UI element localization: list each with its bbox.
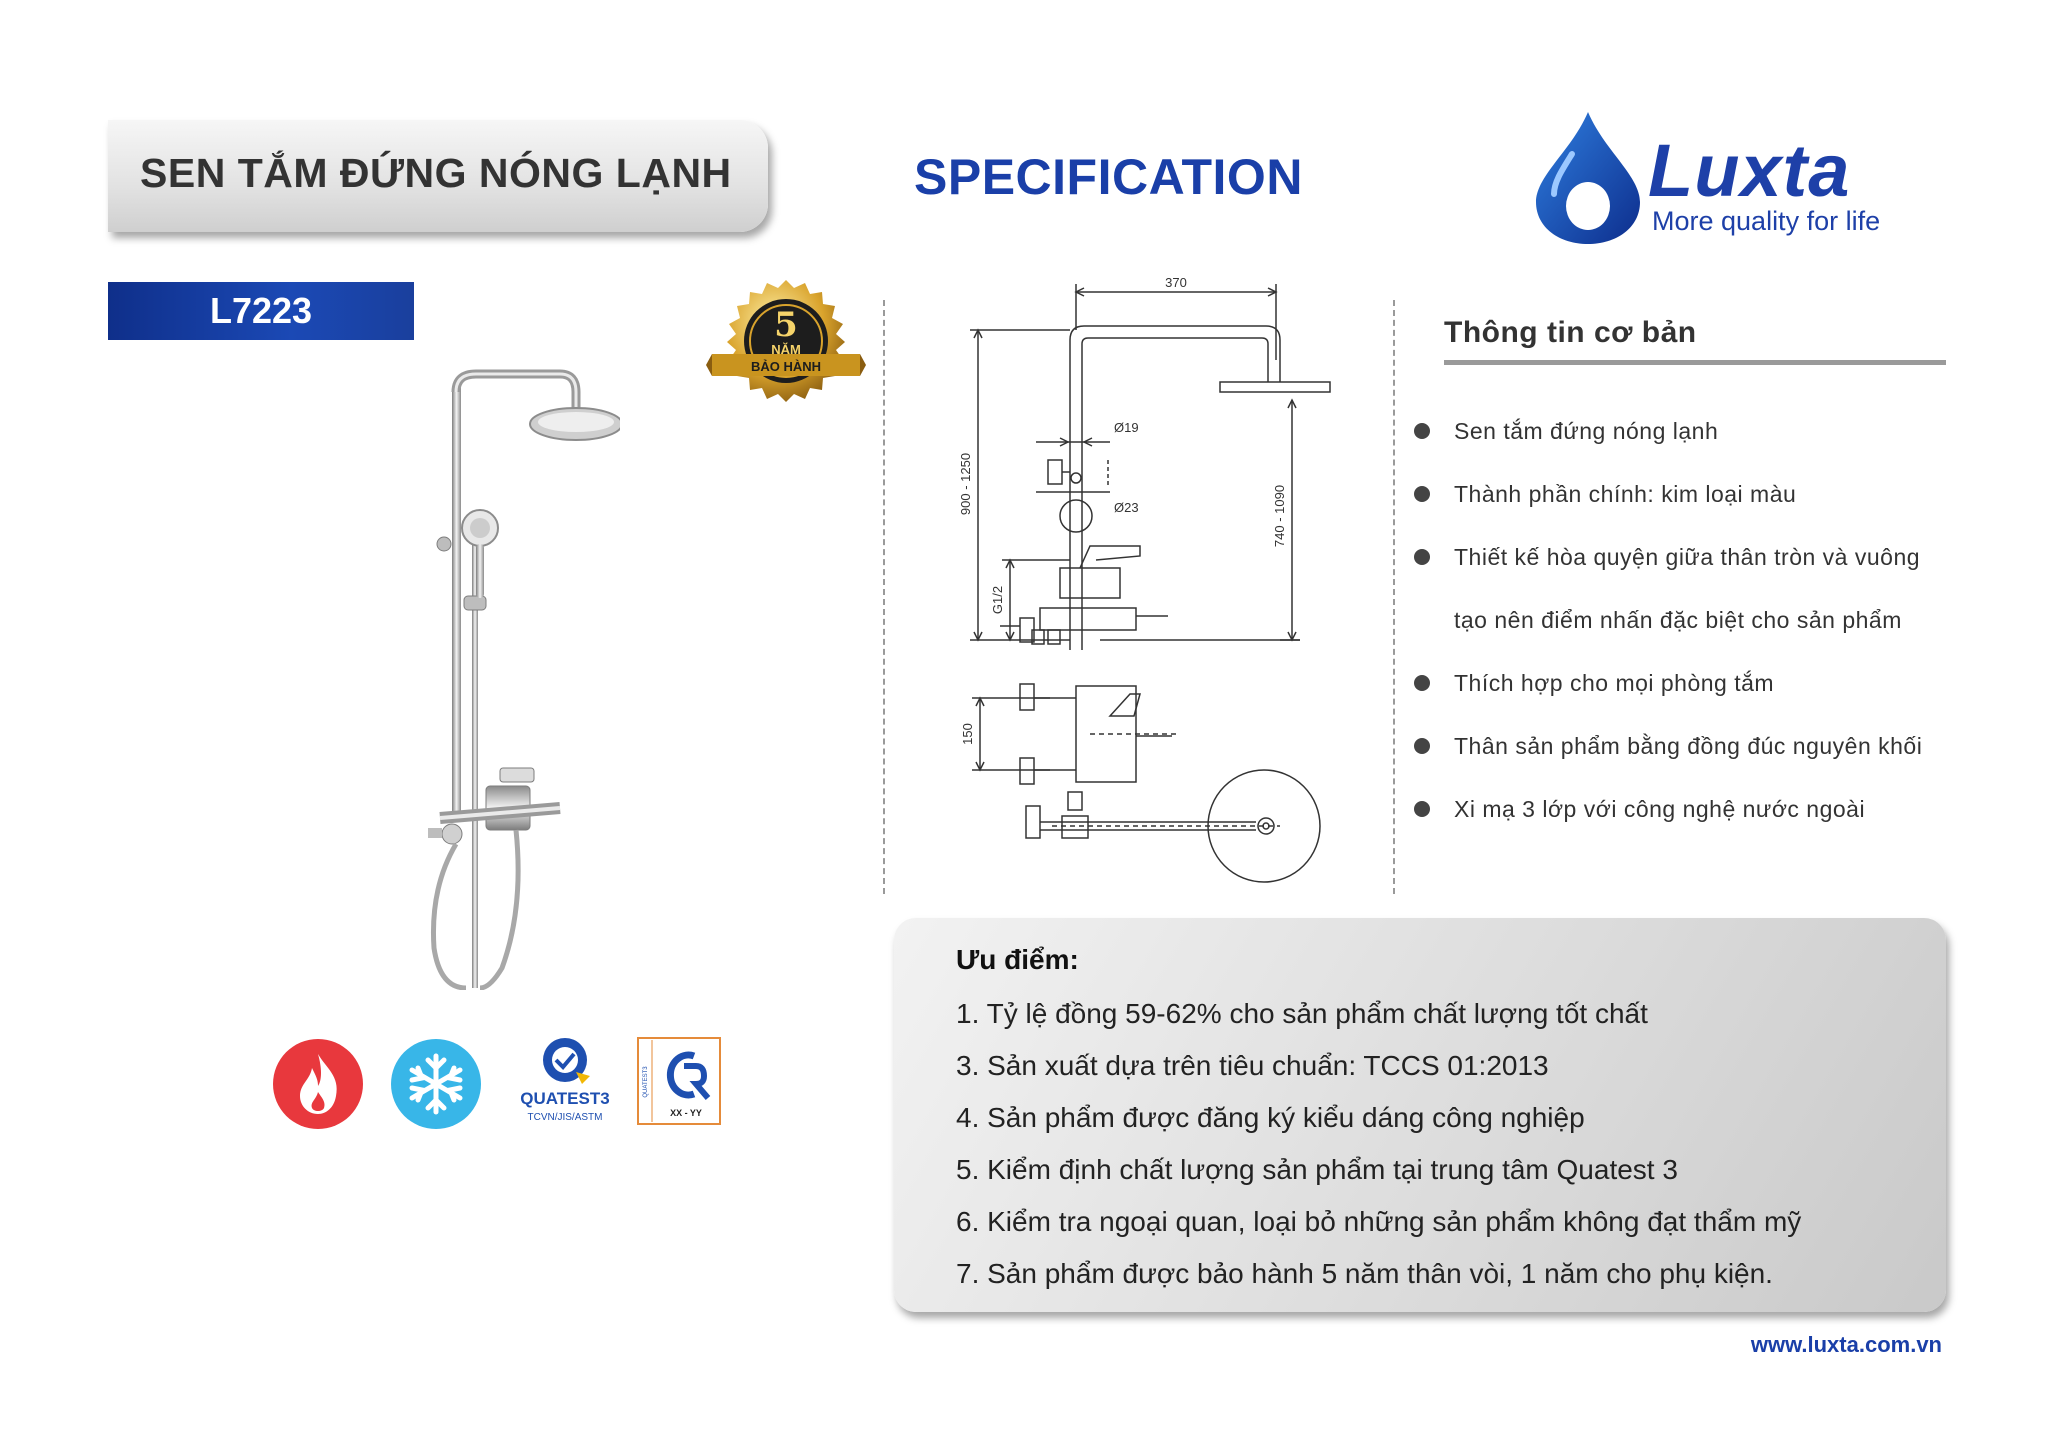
info-heading: Thông tin cơ bản bbox=[1444, 316, 1697, 349]
brand-name: Luxta bbox=[1648, 129, 1851, 212]
separator-right bbox=[1393, 300, 1395, 894]
shower-product-image bbox=[420, 368, 620, 990]
info-item: Xi mạ 3 lớp với công nghệ nước ngoài bbox=[1410, 786, 1950, 849]
brand-tagline: More quality for life bbox=[1652, 206, 1881, 236]
dim-pipe-lower: Ø23 bbox=[1114, 500, 1139, 515]
advantages-heading: Ưu điểm: bbox=[956, 944, 1079, 975]
flame-icon bbox=[272, 1038, 364, 1130]
info-item: Thích hợp cho mọi phòng tắm bbox=[1410, 660, 1950, 723]
technical-drawing bbox=[940, 270, 1340, 900]
dim-pipe-upper: Ø19 bbox=[1114, 420, 1139, 435]
info-item-continuation: tạo nên điểm nhấn đặc biệt cho sản phẩm bbox=[1454, 607, 1902, 633]
advantage-item: 1. Tỷ lệ đồng 59-62% cho sản phẩm chất lượng tốt chất bbox=[956, 998, 1648, 1029]
warranty-unit: NĂM bbox=[771, 342, 801, 357]
water-drop-logo-icon bbox=[1532, 110, 1644, 246]
info-item: Thiết kế hòa quyện giữa thân tròn và vuông bbox=[1410, 534, 1950, 597]
cr-mark-code: XX - YY bbox=[670, 1108, 702, 1118]
info-item: Thành phần chính: kim loại màu bbox=[1410, 471, 1950, 534]
warranty-badge bbox=[706, 278, 866, 404]
advantage-item: 5. Kiểm định chất lượng sản phẩm tại trung tâm Quatest 3 bbox=[956, 1154, 1678, 1185]
cr-mark-logo bbox=[636, 1036, 722, 1126]
warranty-label: BẢO HÀNH bbox=[750, 359, 822, 374]
info-item: Sen tắm đứng nóng lạnh bbox=[1410, 408, 1950, 471]
dim-thread: G1/2 bbox=[990, 585, 1005, 615]
quatest3-logo bbox=[512, 1034, 618, 1134]
website-link[interactable]: www.luxta.com.vn bbox=[1750, 1332, 1942, 1357]
separator-left bbox=[883, 300, 885, 894]
advantage-item: 7. Sản phẩm được bảo hành 5 năm thân vòi, 1 năm cho phụ kiện. bbox=[956, 1258, 1773, 1289]
model-number: L7223 bbox=[209, 290, 313, 331]
advantage-item: 4. Sản phẩm được đăng ký kiểu dáng công nghiệp bbox=[956, 1102, 1585, 1133]
dim-width: 370 bbox=[1165, 275, 1187, 290]
snowflake-icon bbox=[390, 1038, 482, 1130]
cr-mark-side-text: QUATEST3 bbox=[643, 1066, 649, 1098]
warranty-years: 5 bbox=[774, 305, 798, 345]
dim-inlet-spacing: 150 bbox=[960, 723, 975, 745]
dim-head-height: 740 - 1090 bbox=[1272, 484, 1287, 548]
advantage-item: 3. Sản xuất dựa trên tiêu chuẩn: TCCS 01:2013 bbox=[956, 1050, 1549, 1081]
info-list bbox=[1410, 408, 1950, 849]
quatest3-label: QUATEST3 bbox=[520, 1089, 610, 1108]
info-item: Thân sản phẩm bằng đồng đúc nguyên khối bbox=[1410, 723, 1950, 786]
advantage-item: 6. Kiểm tra ngoại quan, loại bỏ những sản phẩm không đạt thẩm mỹ bbox=[956, 1206, 1802, 1237]
quatest3-standards: TCVN/JIS/ASTM bbox=[527, 1112, 603, 1123]
info-divider bbox=[1444, 360, 1946, 365]
advantages-list bbox=[956, 994, 1801, 1306]
spec-title: SPECIFICATION bbox=[914, 149, 1303, 205]
product-title: SEN TẮM ĐỨNG NÓNG LẠNH bbox=[140, 150, 732, 196]
dim-total-height: 900 - 1250 bbox=[958, 452, 973, 516]
